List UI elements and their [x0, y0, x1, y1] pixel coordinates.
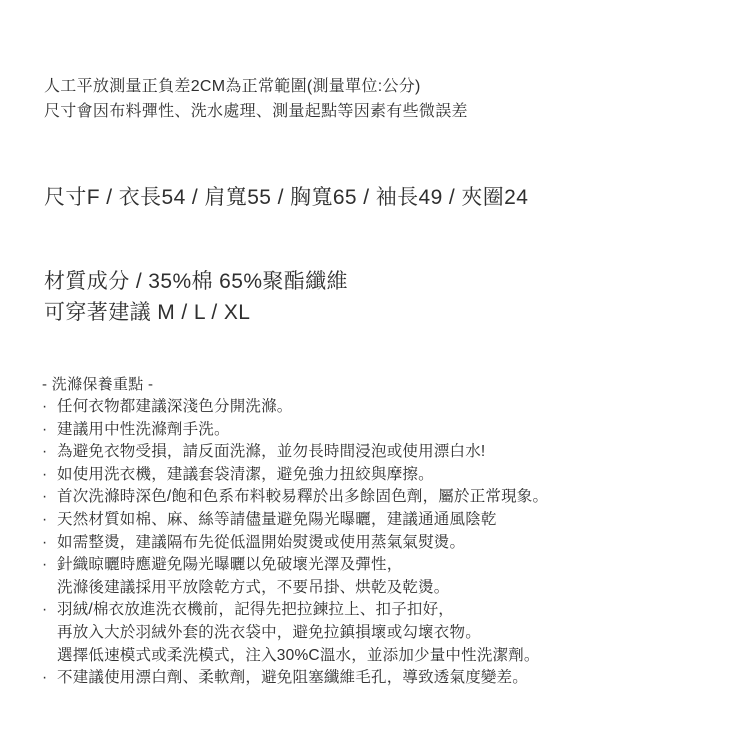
care-section-title: - 洗滌保養重點 -: [42, 376, 154, 393]
bullet-dot-icon: ·: [42, 420, 48, 438]
material-info: [44, 266, 348, 328]
measurement-note-line: 人工平放測量正負差2CM為正常範圍(測量單位:公分): [44, 78, 421, 95]
care-instruction-row: [42, 532, 548, 555]
care-instruction-text: 建議用中性洗滌劑手洗。: [57, 420, 230, 438]
bullet-dot-icon: ·: [42, 533, 48, 551]
size-spec-line: 尺寸F / 衣長54 / 肩寬55 / 胸寬65 / 袖長49 / 夾圈24: [44, 186, 529, 209]
bullet-dot-icon: ·: [42, 601, 48, 619]
care-instruction-row: [42, 486, 548, 509]
care-instruction-row: [42, 509, 548, 532]
care-instruction-text: 針織晾曬時應避免陽光曝曬以免破壞光澤及彈性，: [57, 556, 403, 574]
care-instruction-text: 任何衣物都建議深淺色分開洗滌。: [57, 398, 293, 415]
care-instruction-row: [42, 554, 548, 577]
care-instruction-text: 再放入大於羽絨外套的洗衣袋中，避免拉鎮損壞或勾壞衣物。: [57, 623, 481, 641]
care-instruction-text: 如需整燙，建議隔布先從低溫開始熨燙或使用蒸氣氣熨燙。: [57, 533, 466, 551]
care-instruction-text: 如使用洗衣機，建議套袋清潔，避免強力扭絞與摩擦。: [57, 465, 434, 483]
bullet-dot-icon: ·: [42, 465, 48, 483]
care-instruction-row: [42, 622, 548, 645]
bullet-dot-icon: ·: [42, 398, 48, 415]
care-instruction-text: 羽絨/棉衣放進洗衣機前，記得先把拉鍊拉上、扣子扣好，: [57, 601, 455, 619]
care-instruction-row: [42, 419, 548, 442]
care-instruction-text: 為避免衣物受損，請反面洗滌，並勿長時間浸泡或使用漂白水!: [57, 443, 486, 461]
care-instruction-row: [42, 645, 548, 668]
bullet-dot-icon: ·: [42, 556, 48, 574]
bullet-dot-icon: ·: [42, 510, 48, 528]
care-instruction-row: [42, 396, 548, 419]
material-composition-line: 材質成分 / 35%棉 65%聚酯纖維: [44, 270, 348, 293]
care-instruction-row: [42, 667, 548, 690]
measurement-notes: [44, 74, 468, 124]
care-instruction-text: 洗滌後建議採用平放陰乾方式，不要吊掛、烘乾及乾燙。: [57, 578, 450, 596]
bullet-dot-icon: ·: [42, 443, 48, 461]
care-instruction-text: 首次洗滌時深色/飽和色系布料較易釋於出多餘固色劑，屬於正常現象。: [57, 488, 549, 506]
care-instruction-text: 不建議使用漂白劑、柔軟劑，避免阻塞纖維毛孔，導致透氣度變差。: [57, 669, 529, 687]
care-instruction-row: [42, 441, 548, 464]
bullet-dot-icon: ·: [42, 669, 48, 687]
wear-suggestion-line: 可穿著建議 M / L / XL: [44, 301, 251, 324]
care-instructions-list: [42, 396, 548, 690]
care-instruction-row: [42, 464, 548, 487]
measurement-note-line: 尺寸會因布料彈性、洗水處理、測量起點等因素有些微誤差: [44, 103, 468, 120]
care-instruction-row: [42, 599, 548, 622]
care-instruction-text: 選擇低速模式或柔洗模式，注入30%C溫水，並添加少量中性洗潔劑。: [57, 646, 540, 664]
care-instruction-row: [42, 577, 548, 600]
care-instruction-text: 天然材質如棉、麻、絲等請儘量避免陽光曝曬，建議通通風陰乾: [57, 510, 497, 528]
bullet-dot-icon: ·: [42, 488, 48, 506]
